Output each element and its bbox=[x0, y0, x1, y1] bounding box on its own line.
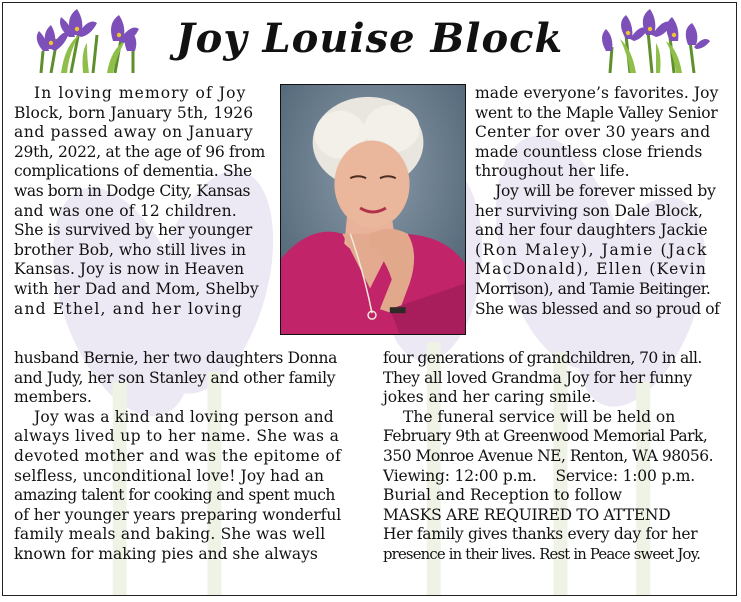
text-line: always lived up to her name. She was a bbox=[14, 427, 340, 446]
text-line: and Ethel, and her loving bbox=[14, 299, 244, 318]
text-line: and Judy, her son Stanley and other family bbox=[14, 368, 336, 387]
right-column-bottom bbox=[383, 349, 733, 565]
obituary-title: Joy Louise Block bbox=[175, 15, 564, 62]
text-line: They all loved Grandma Joy for her funny bbox=[383, 368, 692, 387]
text-line: and her four daughters Jackie bbox=[475, 221, 708, 240]
text-line: Her family gives thanks every day for her bbox=[383, 525, 698, 544]
text-line: four generations of grandchildren, 70 in all. bbox=[383, 349, 702, 367]
text-line: Joy was a kind and loving person and bbox=[34, 407, 334, 426]
text-line: Kansas. Joy is now in Heaven bbox=[14, 260, 245, 279]
text-line: made everyone’s favorites. Joy bbox=[475, 84, 719, 102]
text-line: MacDonald), Ellen (Kevin bbox=[475, 260, 708, 279]
text-line: and passed away on January bbox=[14, 123, 254, 142]
text-line: amazing talent for cooking and spent much bbox=[14, 486, 335, 505]
text-line: Burial and Reception to follow bbox=[383, 486, 623, 505]
text-line: She is survived by her younger bbox=[14, 221, 253, 240]
text-line: family meals and baking. She was well bbox=[14, 525, 326, 544]
text-line: 29th, 2022, at the age of 96 from bbox=[14, 142, 265, 161]
text-line: Joy will be forever missed by bbox=[495, 181, 716, 200]
text-line: 350 Monroe Avenue NE, Renton, WA 98056. bbox=[383, 446, 714, 465]
text-line: of her younger years preparing wonderful bbox=[14, 505, 342, 524]
text-line: complications of dementia. She bbox=[14, 162, 252, 181]
text-line: Block, born January 5th, 1926 bbox=[14, 103, 254, 122]
text-line: Viewing: 12:00 p.m. Service: 1:00 p.m. bbox=[383, 466, 696, 485]
obituary-card bbox=[2, 2, 737, 596]
text-line: known for making pies and she always bbox=[14, 544, 318, 563]
text-line: went to the Maple Valley Senior bbox=[475, 103, 718, 122]
text-line: Morrison), and Tamie Beitinger. bbox=[475, 279, 711, 298]
text-line: husband Bernie, her two daughters Donna bbox=[14, 349, 338, 367]
text-line: Center for over 30 years and bbox=[475, 123, 711, 142]
portrait-illustration bbox=[281, 85, 465, 334]
text-line: The funeral service will be held on bbox=[403, 407, 676, 426]
text-line: brother Bob, who still lives in bbox=[14, 240, 247, 259]
text-line: In loving memory of Joy bbox=[34, 84, 247, 102]
text-line: her surviving son Dale Block, bbox=[475, 201, 703, 220]
text-line: and was one of 12 children. bbox=[14, 201, 237, 220]
text-line: with her Dad and Mom, Shelby bbox=[14, 279, 259, 298]
crocus-flowers-right-icon bbox=[586, 5, 718, 73]
text-line: jokes and her caring smile. bbox=[383, 388, 596, 407]
text-line: (Ron Maley), Jamie (Jack bbox=[475, 240, 709, 259]
portrait-photo bbox=[280, 84, 466, 335]
text-line: February 9th at Greenwood Memorial Park, bbox=[383, 427, 708, 446]
text-line: presence in their lives. Rest in Peace sweet Joy. bbox=[383, 545, 701, 563]
text-line: devoted mother and was the epitome of bbox=[14, 446, 342, 465]
left-column-bottom bbox=[14, 349, 367, 565]
text-line: was born in Dodge City, Kansas bbox=[14, 181, 251, 200]
text-line: MASKS ARE REQUIRED TO ATTEND bbox=[383, 505, 671, 524]
right-column-top bbox=[475, 84, 733, 319]
text-line: members. bbox=[14, 388, 92, 407]
text-line: selfless, unconditional love! Joy had an bbox=[14, 466, 325, 485]
text-line: throughout her life. bbox=[475, 162, 630, 181]
text-line: She was blessed and so proud of bbox=[475, 299, 720, 318]
text-line: made countless close friends bbox=[475, 142, 703, 161]
left-column-top bbox=[14, 84, 271, 319]
crocus-flowers-left-icon bbox=[21, 5, 153, 73]
